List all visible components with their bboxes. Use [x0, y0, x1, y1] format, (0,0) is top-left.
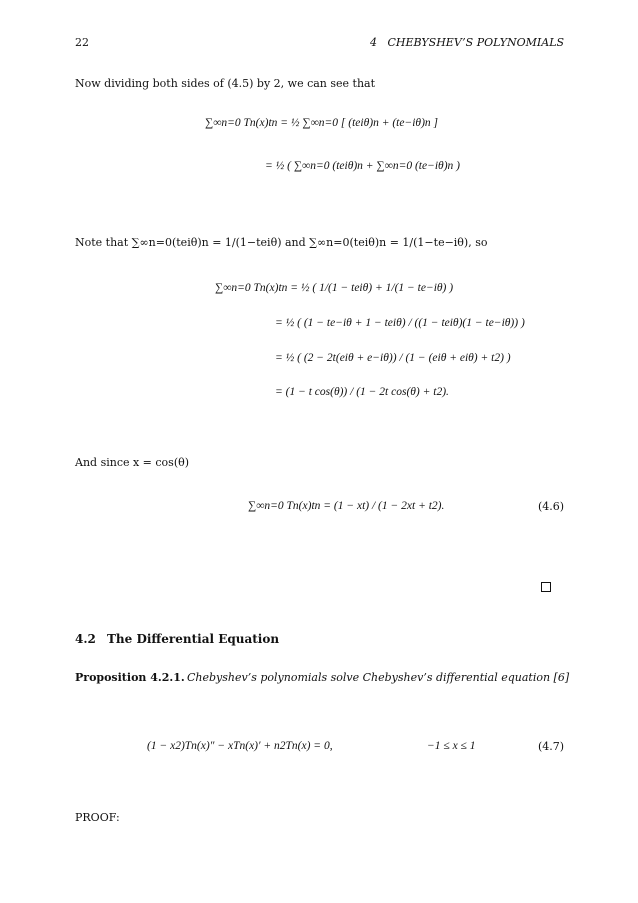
equation-2-line-3: = ½ ( (2 − 2t(eiθ + e−iθ)) / (1 − (eiθ + eiθ) + t2) )	[275, 352, 511, 364]
section-number: 4.2	[75, 632, 96, 646]
equation-number-4-6: (4.6)	[538, 500, 565, 513]
qed-square-icon	[541, 582, 551, 592]
equation-3: ∑∞n=0 Tn(x)tn = (1 − xt) / (1 − 2xt + t2).	[248, 500, 445, 512]
paragraph-1: Now dividing both sides of (4.5) by 2, we can see that	[75, 77, 376, 90]
proposition-label: Proposition 4.2.1.	[75, 671, 185, 684]
equation-1-line-2: = ½ ( ∑∞n=0 (teiθ)n + ∑∞n=0 (te−iθ)n )	[265, 160, 460, 172]
paragraph-2: Note that ∑∞n=0(teiθ)n = 1/(1−teiθ) and ∑∞n=0(teiθ)n = 1/(1−te−iθ), so	[75, 236, 488, 249]
proposition-text: Chebyshev’s polynomials solve Chebyshev’s differential equation [6]	[187, 671, 570, 684]
equation-1-line-1: ∑∞n=0 Tn(x)tn = ½ ∑∞n=0 [ (teiθ)n + (te−iθ)n ]	[205, 117, 439, 129]
proof-label: PROOF:	[75, 811, 120, 824]
section-title: The Differential Equation	[107, 632, 280, 646]
paragraph-3: And since x = cos(θ)	[75, 456, 190, 469]
running-title: 4 CHEBYSHEV’S POLYNOMIALS	[370, 36, 565, 49]
equation-2-line-4: = (1 − t cos(θ)) / (1 − 2t cos(θ) + t2).	[275, 386, 449, 398]
equation-number-4-7: (4.7)	[538, 740, 565, 753]
equation-2-line-1: ∑∞n=0 Tn(x)tn = ½ ( 1/(1 − teiθ) + 1/(1 − te−iθ) )	[215, 282, 454, 294]
equation-4: (1 − x2)Tn(x)″ − xTn(x)′ + n2Tn(x) = 0,	[147, 740, 333, 752]
equation-2-line-2: = ½ ( (1 − te−iθ + 1 − teiθ) / ((1 − teiθ)(1 − te−iθ)) )	[275, 317, 525, 329]
page-number: 22	[75, 36, 89, 49]
equation-4-condition: −1 ≤ x ≤ 1	[427, 740, 476, 752]
